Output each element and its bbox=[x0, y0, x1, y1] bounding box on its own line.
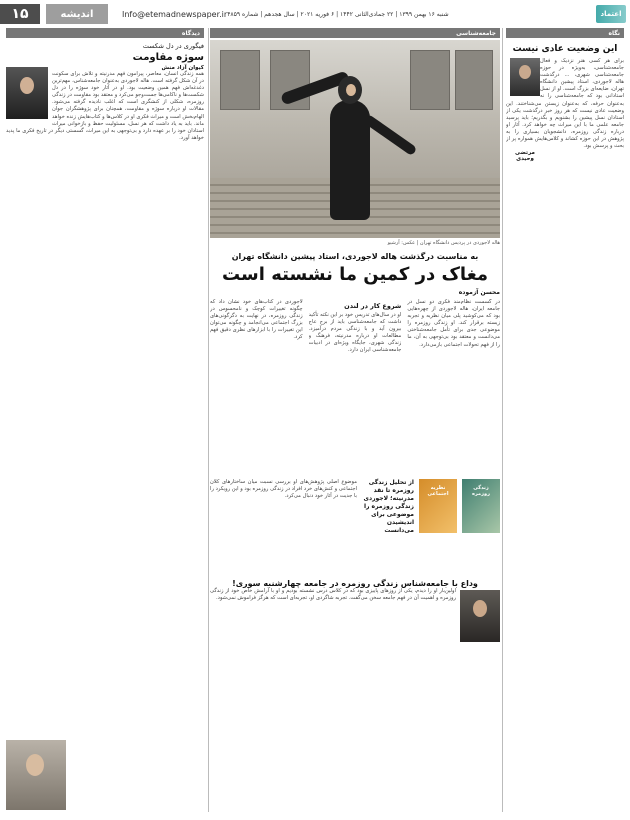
section-label[interactable]: اندیشه bbox=[46, 4, 108, 24]
quote-block bbox=[210, 479, 500, 575]
opinion-column bbox=[506, 40, 624, 812]
article-body bbox=[309, 299, 402, 475]
author-photo bbox=[510, 58, 540, 96]
article-paragraph: او در سال‌های تدریس خود بر این نکته تأکید داشت که جامعه‌شناسی باید از برج عاج بیرون آید و با زندگی مردم درآمیزد. مطالعات او درباره مدرنیته، فرهنگ و زندگی شهری، جایگاه ویژه‌ای در ادبیات جامعه‌شناسی ایران دارد. bbox=[308, 312, 402, 354]
left-kicker: فیگوری در دل شکست bbox=[142, 42, 204, 50]
contact-email[interactable]: Info@etemadnewspaper.ir bbox=[122, 9, 228, 19]
quote-text: موضوع اصلی پژوهش‌های او بررسی نسبت میان ساختارهای کلان اجتماعی و کنش‌های خرد افراد در زندگی روزمره بود و این رویکرد را با جدیت در آثار خود دنبال می‌کرد. bbox=[210, 479, 357, 500]
left-author-name: کیوان آزاد منش bbox=[161, 65, 204, 71]
bottom-author-photo bbox=[460, 590, 500, 642]
article-photo bbox=[210, 40, 500, 238]
article-subheading: شروع کار در لندن bbox=[344, 302, 402, 310]
author-name: مرتضی وحیدی bbox=[515, 150, 535, 163]
left-title[interactable]: سوژه مقاومت bbox=[132, 52, 204, 63]
book-cover: نظریه اجتماعی bbox=[419, 479, 457, 533]
left-author-photo bbox=[6, 67, 48, 119]
section-band-right: نگاه bbox=[506, 28, 624, 38]
left-body: همه زندگی انسان، معاصر، پیرامون فهم مدرنیته و تلاش برای سکونت در آن شکل گرفته است. هاله لاجوردی به‌عنوان جامعه‌شناس، مهم‌ترین دغدغه‌اش فهم همین وضعیت بود. او در آثار خود سوژه را در دل شکست‌ها و ناکامی‌ها جست‌وجو می‌کرد و معتقد بود مقاومت در زندگی روزمره، شکلی از کنشگری است که اغلب نادیده گرفته می‌شود. مقالات او درباره سوژه و مقاومت، همچنان برای پژوهشگران جوان الهام‌بخش است و میراث فکری او در کلاس‌ها و کتاب‌هایش زنده خواهد ماند. باید به یاد داشت که هر نسل، مسئولیت حفظ و بازخوانی میراث استادان خود را بر عهده دارد و بی‌توجهی به این میراث، گسستی دیگر در تاریخ فکری ما پدید خواهد آورد. bbox=[6, 71, 204, 141]
article-body: در گسست نظام‌مند فکری دو نسل در جامعه ایران، هاله لاجوردی از چهره‌هایی بود که می‌کوشید پلی میان نظریه و تجربه زیسته برقرار کند. او زندگی روزمره را موضوعی جدی برای تأمل جامعه‌شناختی می‌دانست و معتقد بود بی‌توجهی به آن، ما را از فهم تحولات اجتماعی بازمی‌دارد. bbox=[407, 299, 500, 348]
opinion-title: این وضعیت عادی نیست bbox=[512, 44, 618, 54]
page-number: ۱۵ bbox=[0, 4, 40, 24]
section-band-left: دیدگاه bbox=[6, 28, 204, 38]
newspaper-logo: اعتماد bbox=[596, 5, 626, 23]
article-byline: محسن آزموده bbox=[458, 289, 500, 296]
left-article bbox=[6, 40, 204, 812]
article-kicker: به مناسبت درگذشت هاله لاجوردی، استاد پیشین دانشگاه تهران bbox=[231, 252, 479, 261]
bottom-article-body: اولین‌بار او را دیدم، یکی از روزهای پاییزی بود که در کلاس درس نشسته بودیم و او با آرامش خاص خود از زندگی روزمره و اهمیت آن در فهم جامعه سخن می‌گفت. تجربه شاگردی او، تجربه‌ای است که هرگز فراموش نمی‌شود. bbox=[210, 588, 456, 602]
article-headline[interactable]: مغاک در کمین ما نشسته است bbox=[222, 264, 488, 285]
main-article bbox=[210, 40, 500, 812]
portrait-photo bbox=[6, 740, 66, 810]
column-divider bbox=[208, 28, 209, 812]
photo-caption: هاله لاجوردی در پردیس دانشگاه تهران | عکس: آرشیو bbox=[387, 240, 500, 246]
opinion-body: برای هر کسی هنر نزدیک و فعال جامعه‌شناسی، به‌ویژه در حوزه جامعه‌شناسی شهری، ... درگذشت هاله لاجوردی، استاد پیشین دانشگاه تهران، ضایعه‌ای بزرگ است. او از نسل استادانی بود که جامعه‌شناسی را نه به‌عنوان حرفه، که به‌عنوان زیستن می‌شناختند. این وضعیت عادی نیست که هر روز خبر درگذشت یکی از استادان نسل پیشین را بشنویم و بگذریم؛ باید پرسید جامعه علمی ما با این میراث چه خواهد کرد. آثار او درباره زندگی روزمره، دانشجویان بسیاری را به پژوهش در این حوزه کشاند و کلاس‌هایش همواره پر از بحث و پرسش بود. bbox=[506, 58, 624, 150]
page-header bbox=[0, 4, 630, 24]
book-cover: زندگی روزمره bbox=[462, 479, 500, 533]
article-body: لاجوردی در کتاب‌های خود نشان داد که چگونه تغییرات کوچک و نامحسوس در زندگی روزمره، در نهایت به دگرگونی‌های بزرگ اجتماعی می‌انجامد و چگونه می‌توان این تغییرات را با ابزارهای نظری دقیق فهم کرد. bbox=[210, 299, 303, 341]
bottom-article-headline[interactable]: وداع با جامعه‌شناس زندگی روزمره در جامعه چهارشنبه سوری! bbox=[232, 579, 478, 588]
dateline: شنبه ۱۶ بهمن ۱۳۹۹ | ۲۲ جمادی‌الثانی ۱۴۴۲ | ۶ فوریه ۲۰۲۱ | سال هجدهم | شماره ۴۸۵۹ bbox=[227, 10, 449, 18]
pull-quote: از تحلیل زندگی روزمره تا نقد مدرنیته؛ لاجوردی زندگی روزمره را موضوعی برای اندیشیدن می‌دانست bbox=[363, 479, 414, 534]
column-divider bbox=[502, 28, 503, 812]
section-band-mid: جامعه‌شناسی bbox=[210, 28, 500, 38]
